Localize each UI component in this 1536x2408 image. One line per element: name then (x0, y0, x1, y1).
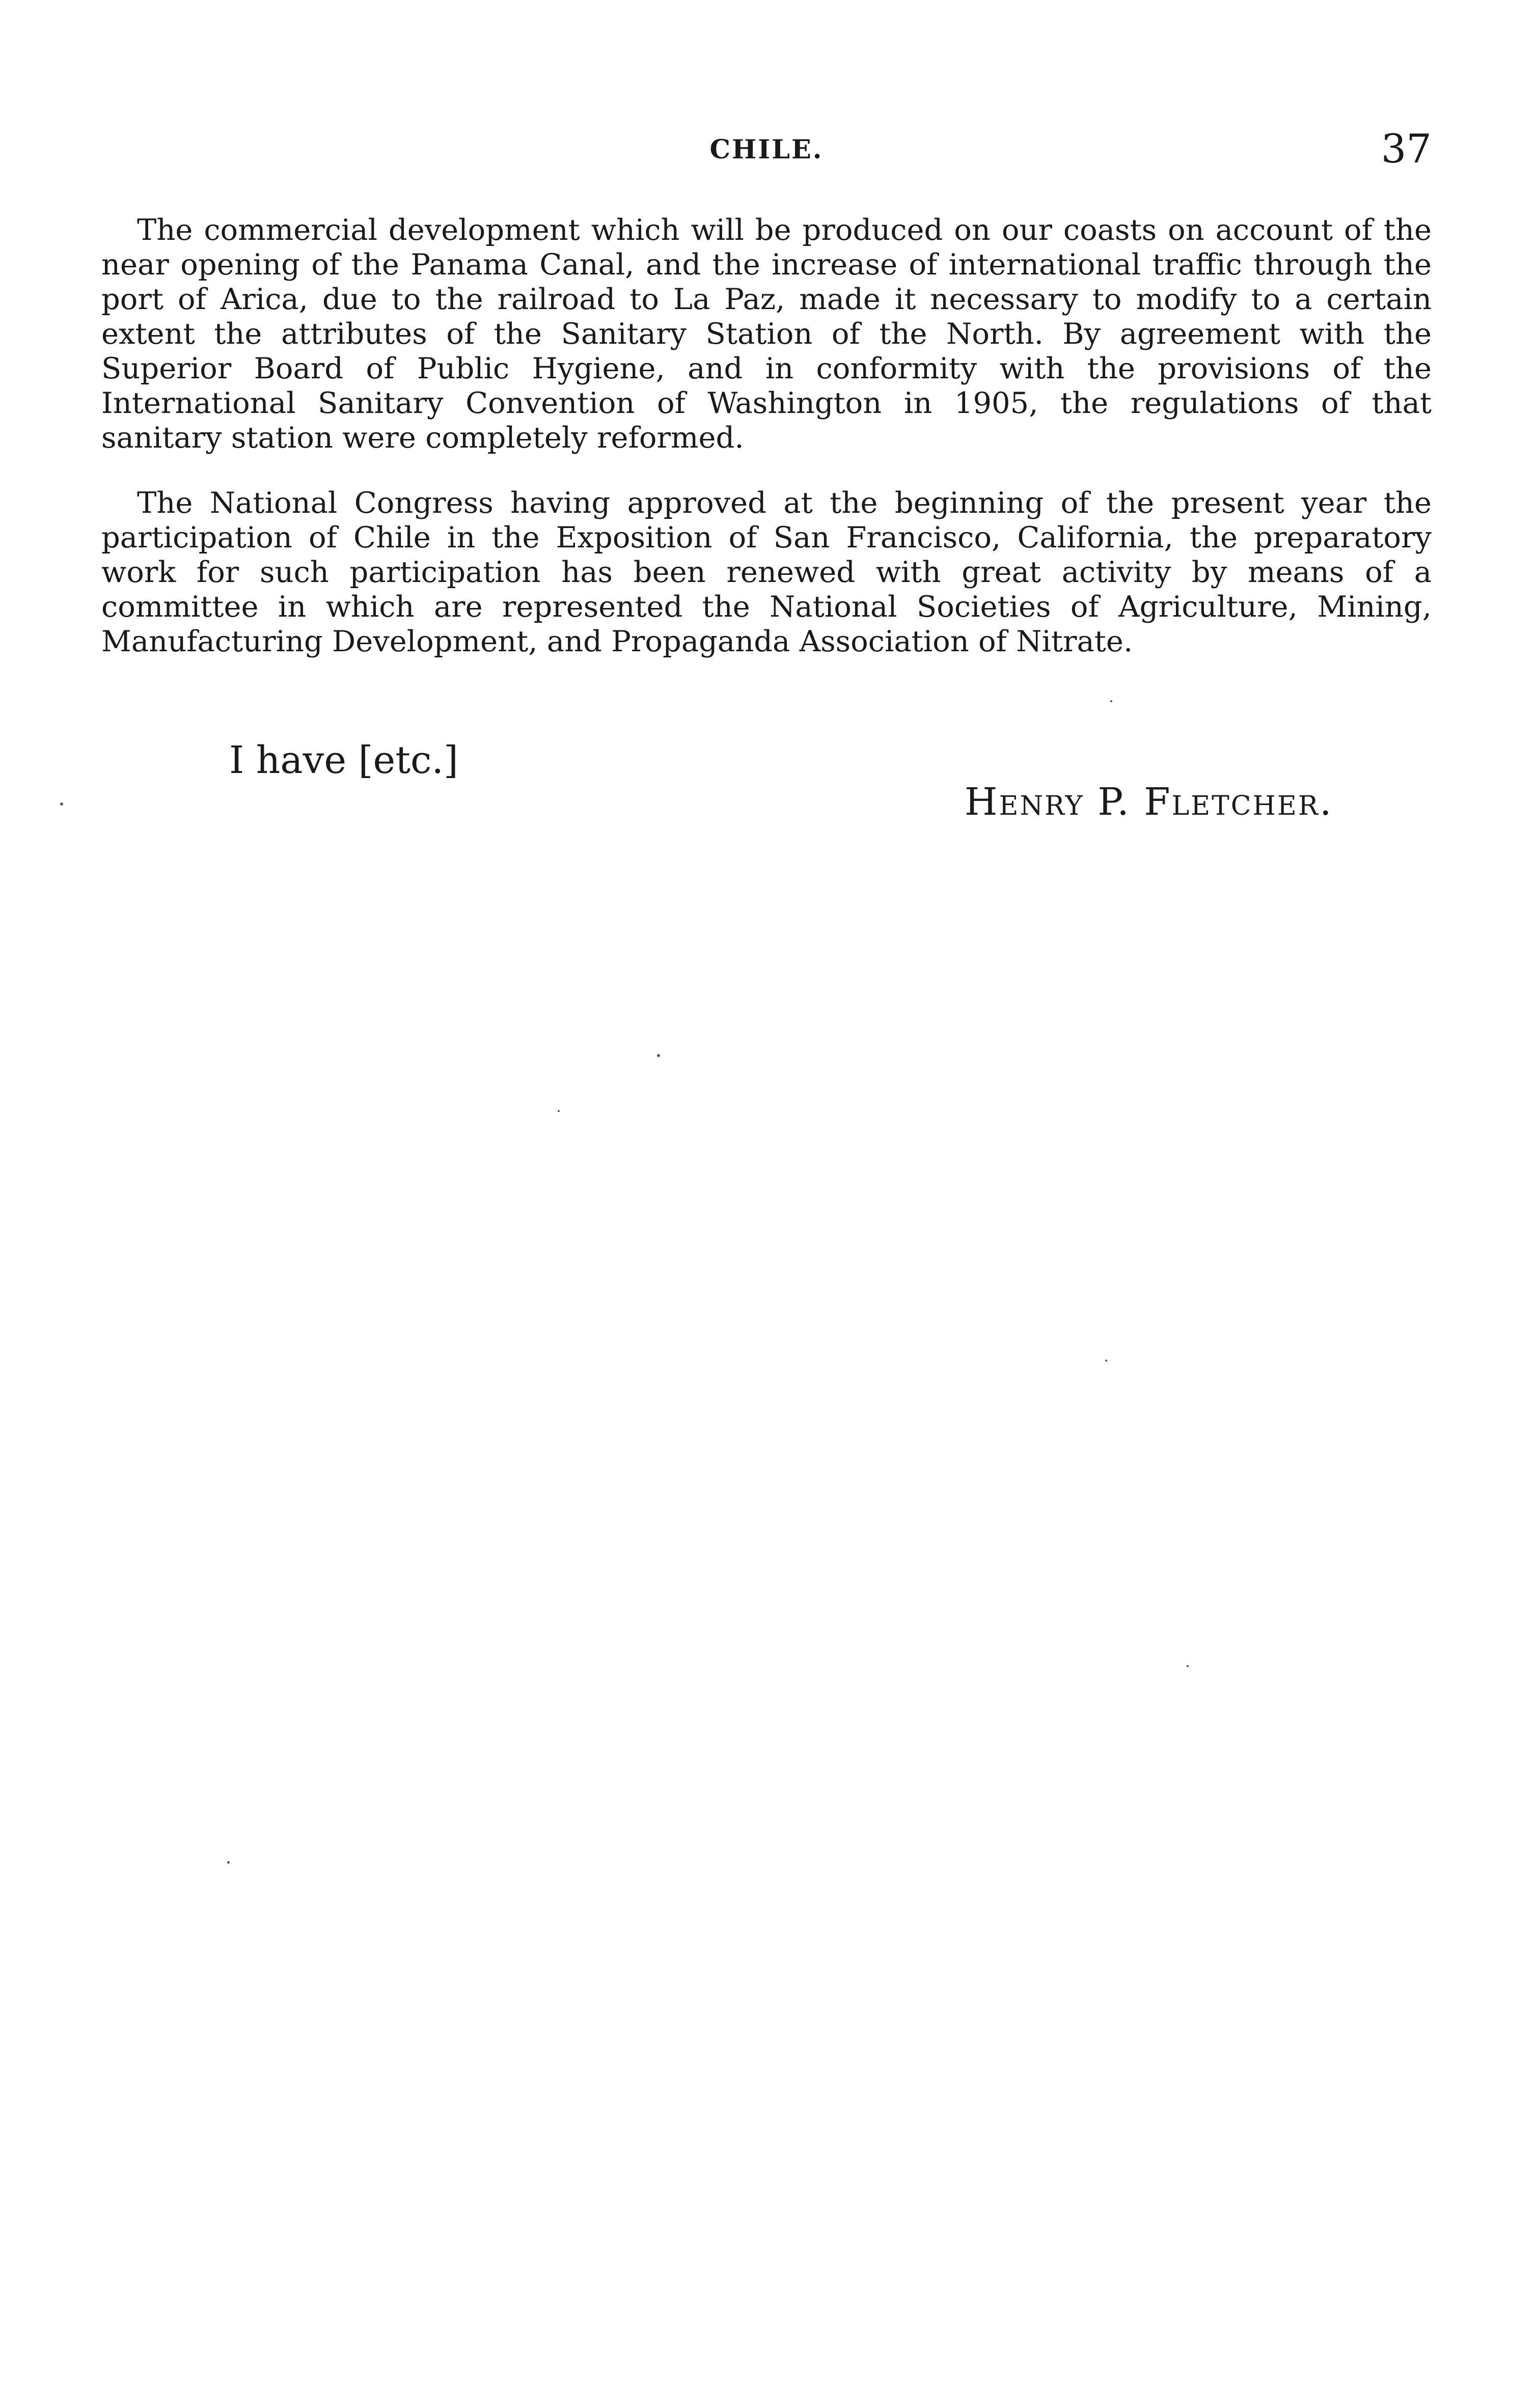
running-title: CHILE. (709, 134, 824, 165)
scan-speck (1105, 1360, 1107, 1362)
running-header (101, 126, 1432, 172)
scan-speck (657, 1054, 660, 1057)
signature: Henry P. Fletcher. (965, 780, 1333, 824)
closing-formula: I have [etc.] (229, 738, 458, 782)
scan-speck (1110, 700, 1112, 702)
scan-speck (1187, 1665, 1189, 1667)
scan-speck (558, 1110, 560, 1112)
paragraph-sanitary-station: The commercial development which will be produced on our coasts on account of the near opening of the Panama Canal, and the increase of international traffic through the port of Arica, due to the railroad to La Paz, made it necessary to modify to a certain extent the attributes of the Sanitary Station of the North. By agreement with the Superior Board of Public Hygiene, and in conformity with the provisions of the International Sanitary Convention of Washington in 1905, the regulations of that sanitary station were completely reformed. (101, 213, 1432, 455)
paragraph-exposition: The National Congress having approved at the beginning of the present year the participation of Chile in the Exposition of San Francisco, California, the preparatory work for such participation has been renewed with great activity by means of a committee in which are represented the National Societies of Agriculture, Mining, Manufacturing Development, and Propaganda Association of Nitrate. (101, 486, 1432, 658)
scan-speck (227, 1861, 230, 1864)
page-number: 37 (1381, 126, 1432, 172)
body-text (101, 213, 1432, 689)
scan-speck (60, 802, 63, 806)
